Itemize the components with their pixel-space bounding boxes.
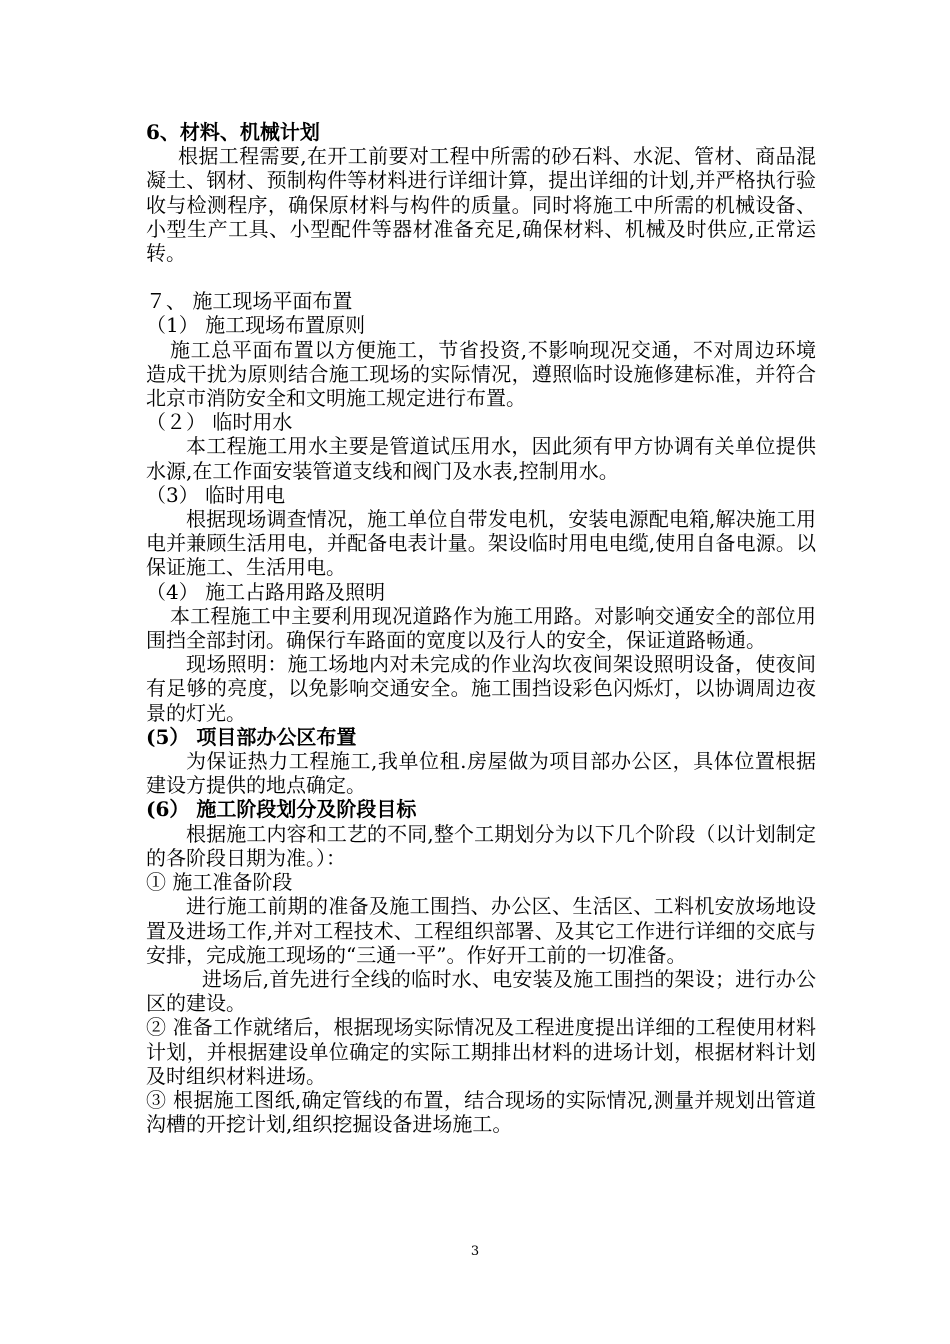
section-6-heading: 6、材料、机械计划 xyxy=(146,120,320,144)
subsection-3-title: （3） 临时用电 xyxy=(146,482,286,507)
section-6-paragraph: 根据工程需要,在开工前要对工程中所需的砂石料、水泥、管材、商品混凝土、钢材、预制构件等材料进行详细计算，提出详细的计划,并严格执行验收与检测程序，确保原材料与构件的质量。同时将施工中所需的机械设备、小型生产工具、小型配件等器材准备充足,确保材料、机械及时供应,正常运转。 xyxy=(146,144,816,266)
subsection-2-text: 本工程施工用水主要是管道试压用水，因此须有甲方协调有关单位提供水源,在工作面安装管道支线和阀门及水表,控制用水。 xyxy=(146,434,816,483)
stage-1-text-1: 进行施工前期的准备及施工围挡、办公区、生活区、工料机安放场地设置及进场工作,并对工程技术、工程组织部署、及其它工作进行详细的交底与安排，完成施工现场的“三通一平”。作好开工前的一切准备。 xyxy=(146,894,816,967)
document-body xyxy=(146,120,816,1136)
subsection-1-text: 施工总平面布置以方便施工，节省投资,不影响现况交通，不对周边环境造成干扰为原则结合施工现场的实际情况，遵照临时设施修建标准，并符合北京市消防安全和文明施工规定进行布置。 xyxy=(146,337,816,411)
subsection-6-text: 根据施工内容和工艺的不同,整个工期划分为以下几个阶段（以计划制定的各阶段日期为准。）： xyxy=(146,821,816,870)
subsection-1-title: （1） 施工现场布置原则 xyxy=(146,313,366,338)
subsection-3-text: 根据现场调查情况，施工单位自带发电机，安装电源配电箱,解决施工用电并兼顾生活用电，并配备电表计量。架设临时用电电缆,使用自备电源。以保证施工、生活用电。 xyxy=(146,507,816,580)
subsection-5-text: 为保证热力工程施工,我单位租.房屋做为项目部办公区，具体位置根据建设方提供的地点确定。 xyxy=(146,749,816,798)
subsection-4-text-2: 现场照明：施工场地内对未完成的作业沟坎夜间架设照明设备，使夜间有足够的亮度，以免影响交通安全。施工围挡设彩色闪烁灯，以协调周边夜景的灯光。 xyxy=(146,652,816,725)
spacer xyxy=(146,265,816,289)
subsection-2-title: （２） 临时用水 xyxy=(146,410,293,435)
stage-1-text-2: 进场后,首先进行全线的临时水、电安装及施工围挡的架设；进行办公区的建设。 xyxy=(146,966,816,1016)
subsection-6-title: (6） 施工阶段划分及阶段目标 xyxy=(146,797,417,822)
page-number: 3 xyxy=(470,1244,480,1259)
section-7-heading: ７、 施工现场平面布置 xyxy=(146,289,353,314)
stage-1-title: ① 施工准备阶段 xyxy=(146,870,293,895)
subsection-4-title: （4） 施工占路用路及照明 xyxy=(146,579,386,604)
subsection-4-text-1: 本工程施工中主要利用现况道路作为施工用路。对影响交通安全的部位用围挡全部封闭。确保行车路面的宽度以及行人的安全，保证道路畅通。 xyxy=(146,603,816,653)
stage-2-text: ② 准备工作就绪后，根据现场实际情况及工程进度提出详细的工程使用材料计划，并根据建设单位确定的实际工期排出材料的进场计划，根据材料计划及时组织材料进场。 xyxy=(146,1015,816,1088)
subsection-5-title: (5） 项目部办公区布置 xyxy=(146,724,357,749)
stage-3-text: ③ 根据施工图纸,确定管线的布置，结合现场的实际情况,测量并规划出管道沟槽的开挖计划,组织挖掘设备进场施工。 xyxy=(146,1087,816,1137)
